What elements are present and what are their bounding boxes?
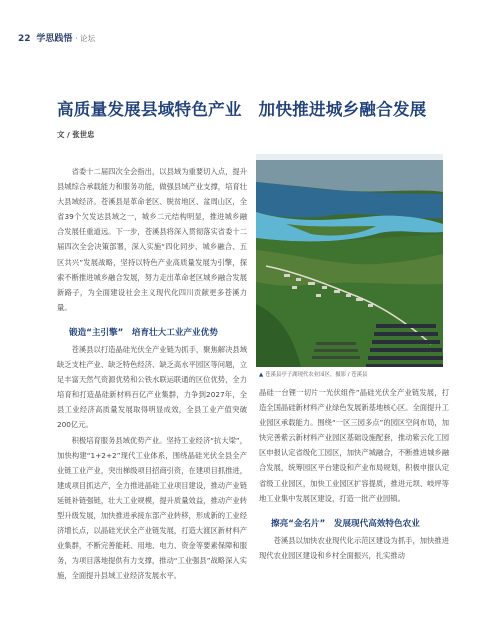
section1-paragraph-2: 积极培育服务县域优势产业。坚持工业经济“抗大梁”，加快构建“1+2+2”现代工业体系，围绕晶硅光伏全县全产业链工业产业，突出梯级项目招商引资，在建项目抓推进，建成项目抓达产，全力推进晶硅工业项目建设，推动产业链延链补链强链，壮大工业规模，提升质量效益，推动产业转型升级发展，加快推进承接东部产业转移，形成新的工业经济增长点，以晶硅光伏全产业链发展，打造大渡区新材料产业集群，不断完善能耗、用地、电力、资金等要素保障和服务，为项目落地提供有力支撑，推动“工业强县”战略深入实施，全面提升县域工业经济发展水平。: [57, 435, 247, 581]
right-column: [259, 385, 449, 563]
triangle-icon: ▲: [259, 372, 264, 378]
left-column: [57, 164, 247, 583]
right-paragraph-1: 晶硅一台锂一切片一光伏组件”晶硅光伏全产业链发展，打造全国晶硅新材料产业绿色发展新基地核心区。全面提升工业园区承载能力。围绕“一区三园多点”的园区空间布局，加快完善紫云新材料产业园区基础设施配套，推动紫云化工园区申报认定省级化工园区，加快产城融合，不断推进城乡融合发展，统筹园区平台建设和产业布局规划，积极申报认定省级工业园区，加快工业园区扩容提质，推进元坝、岐坪等地工业集中发展区建设，打造一批产业园镇。: [259, 388, 449, 503]
intro-paragraph: 省委十二届四次全会指出，以县域为重要切入点，提升县城综合承载能力和服务功能，做强县域产业支撑，培育壮大县域经济。苍溪县是革命老区、脱贫地区、盆周山区，全省39个欠发达县域之一，城乡二元结构明显，推进城乡融合发展任重道远。下一步，苍溪县将深入贯彻落实省委十二届四次全会决策部署，深入实施“四化同步、城乡融合、五区共兴”发展战略，坚持以特色产业高质量发展为引擎，探索不断推进城乡融合发展，努力走出革命老区城乡融合发展新路子，为全面建设社会主义现代化四川贡献更多苍溪力量。: [57, 167, 247, 312]
caption-text: 苍溪县亭子湖现代农业园区。摄影 / 苍溪县: [265, 372, 368, 378]
magazine-name: 学思践悟: [36, 34, 73, 44]
article-title: 高质量发展县域特色产业 加快推进城乡融合发展: [57, 100, 427, 119]
right-paragraph-2: 苍溪县以加快农业现代化示范区建设为抓手，加快推进现代农业园区建设和乡村全面振兴，扎实推动: [259, 535, 449, 560]
article-author: 文 / 张世忠: [57, 130, 95, 139]
section2-heading: 擦亮“金名片” 发展现代高效特色农业: [271, 518, 420, 529]
section1-paragraph-1: 苍溪县以打造晶硅光伏全产业链为抓手，聚焦解决县域缺乏支柱产业、缺乏特色经济、缺乏高水平园区等问题，立足丰富天然气资源优势和公铁水联运联通的区位优势，全力培育和打造晶硅新材料百亿产业集群，力争到2027年，全县工业经济高质量发展取得明显成效，全县工业产值突破200亿元。: [57, 344, 247, 430]
page-number: 22: [18, 34, 31, 44]
section1-heading: 锻造“主引擎” 培育壮大工业产业优势: [69, 327, 218, 338]
page-header: [18, 31, 95, 44]
photo-caption: [259, 370, 367, 378]
landscape-photo: [256, 154, 443, 367]
section-name: · 论坛: [75, 34, 96, 43]
